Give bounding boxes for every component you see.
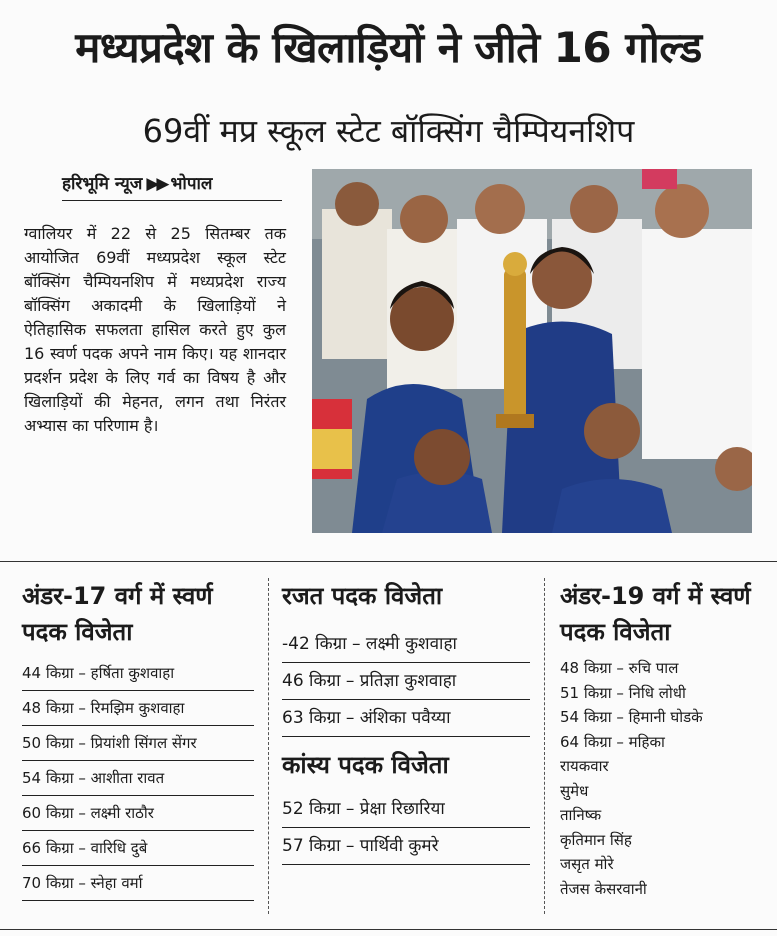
list-item: तानिष्क xyxy=(560,806,602,824)
list-item: जसृत मोरे xyxy=(560,855,614,873)
list-item: 44 किग्रा – हर्षिता कुशवाहा xyxy=(22,656,254,691)
byline xyxy=(62,172,282,201)
list-item: 64 किग्रा – महिका xyxy=(560,732,665,751)
list-item: 46 किग्रा – प्रतिज्ञा कुशवाहा xyxy=(282,663,530,700)
byline-arrow: ▶▶ xyxy=(146,174,167,194)
list-item: 48 किग्रा – रुचि पाल xyxy=(560,659,679,677)
under19-column xyxy=(560,578,760,901)
silver-title: रजत पदक विजेता xyxy=(282,582,443,610)
list-item: सुमेध xyxy=(560,781,589,800)
list-item: तेजस केसरवानी xyxy=(560,879,647,898)
list-item: रायकवार xyxy=(560,757,609,775)
list-item: 66 किग्रा – वारिधि दुबे xyxy=(22,831,254,866)
list-item: 50 किग्रा – प्रियांशी सिंगल सेंगर xyxy=(22,726,254,761)
list-item: 52 किग्रा – प्रेक्षा रिछारिया xyxy=(282,791,530,828)
silver-bronze-column xyxy=(282,578,530,865)
under17-title: अंडर-17 वर्ग में स्वर्ण पदक विजेता xyxy=(22,582,213,646)
column-divider-right xyxy=(544,578,545,914)
section-rule-top xyxy=(0,561,777,562)
list-item: 63 किग्रा – अंशिका पवैय्या xyxy=(282,700,530,737)
list-item: 54 किग्रा – आशीता रावत xyxy=(22,761,254,796)
subheadline: 69वीं मप्र स्कूल स्टेट बॉक्सिंग चैम्पियनशिप xyxy=(142,112,635,150)
byline-source: हरिभूमि न्यूज xyxy=(62,174,143,194)
bronze-title: कांस्य पदक विजेता xyxy=(282,751,449,779)
list-item: 54 किग्रा – हिमानी घोडके xyxy=(560,708,703,726)
list-item: 48 किग्रा – रिमझिम कुशवाहा xyxy=(22,691,254,726)
headline: मध्यप्रदेश के खिलाड़ियों ने जीते 16 गोल्ड xyxy=(75,23,702,72)
under17-column xyxy=(22,578,254,901)
under17-list xyxy=(22,656,254,901)
silver-list xyxy=(282,626,530,737)
bronze-list xyxy=(282,791,530,865)
under19-list xyxy=(560,656,760,901)
intro-paragraph: ग्वालियर में 22 से 25 सितम्बर तक आयोजित 69वीं मध्यप्रदेश स्कूल स्टेट बॉक्सिंग चैम्पियनशिप में मध्यप्रदेश राज्य बॉक्सिंग अकादमी के खिलाड़ियों ने ऐतिहासिक सफलता हासिल करते हुए कुल 16 स्वर्ण पदक अपने नाम किए। यह शानदार प्रदर्शन प्रदेश के लिए गर्व का विषय है और खिलाड़ियों की मेहनत, लगन तथा निरंतर अभ्यास का परिणाम है। xyxy=(24,224,286,435)
list-item: 70 किग्रा – स्नेहा वर्मा xyxy=(22,866,254,901)
list-item: 60 किग्रा – लक्ष्मी राठौर xyxy=(22,796,254,831)
list-item: कृतिमान सिंह xyxy=(560,830,632,849)
column-divider-left xyxy=(268,578,269,914)
list-item: 51 किग्रा – निधि लोधी xyxy=(560,683,686,702)
list-item: 57 किग्रा – पार्थिवी कुमरे xyxy=(282,828,530,865)
team-photo xyxy=(312,169,752,533)
byline-city: भोपाल xyxy=(170,174,213,194)
section-rule-bottom xyxy=(0,929,777,930)
list-item: -42 किग्रा – लक्ष्मी कुशवाहा xyxy=(282,626,530,663)
under19-title: अंडर-19 वर्ग में स्वर्ण पदक विजेता xyxy=(560,582,751,646)
